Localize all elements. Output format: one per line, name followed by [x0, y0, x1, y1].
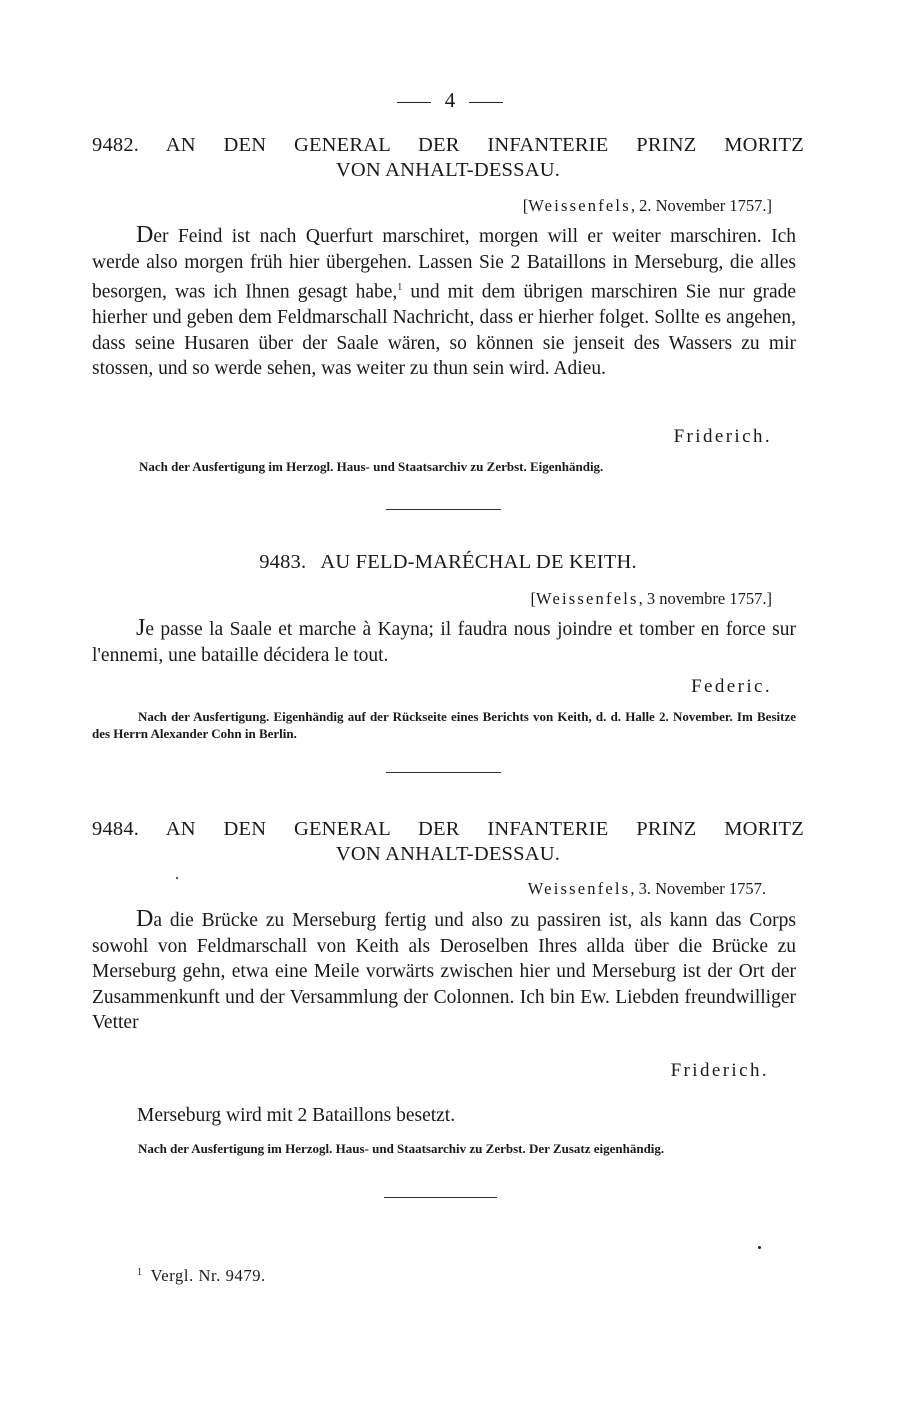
separator-rule — [384, 1197, 497, 1198]
print-speck — [176, 877, 178, 879]
letter-9482-addressee: AN DEN GENERAL DER INFANTERIE PRINZ MORITZ — [165, 134, 804, 156]
print-speck — [758, 1246, 761, 1249]
letter-9483-number: 9483. — [259, 551, 307, 573]
page-number-value: 4 — [444, 88, 456, 112]
footnote-reference: 1 — [397, 282, 403, 294]
letter-9483-body-text: e passe la Saale et marche à Kayna; il faudra nous joindre et tomber en force sur l'ennemi, une bataille décidera le tout. — [92, 619, 796, 666]
letter-9484-place: Weissenfels — [527, 879, 631, 898]
letter-9484-body — [92, 907, 796, 1036]
letter-9482-dateline — [523, 196, 772, 216]
letter-9482-number: 9482. — [92, 134, 140, 156]
letter-9484-number: 9484. — [92, 818, 140, 840]
letter-9484-addressee-line2: VON ANHALT-DESSAU. — [335, 843, 561, 865]
letter-9482-initial: D — [136, 222, 154, 248]
letter-9482-body — [92, 223, 796, 382]
page-number-dash-right — [469, 102, 503, 103]
letter-9484-addressee: AN DEN GENERAL DER INFANTERIE PRINZ MORITZ — [165, 818, 804, 840]
letter-9483-addressee: AU FELD-MARÉCHAL DE KEITH. — [320, 551, 637, 573]
letter-9483-dateline — [531, 589, 772, 609]
date-bracket-close: ] — [766, 196, 772, 215]
footnote-text: Vergl. Nr. 9479. — [150, 1266, 266, 1285]
letter-9483-heading — [92, 550, 804, 575]
letter-9482-body-text: er Feind ist nach Querfurt marschiret, morgen will er weiter marschiren. Ich werde also morgen früh hier übergehen. Lassen Sie 2 Bataillons in Merseburg, die alles besorgen, was ich Ihnen gesagt habe, — [92, 226, 796, 303]
date-bracket-open: [ — [522, 196, 529, 215]
letter-9483-source-note: Nach der Ausfertigung. Eigenhändig auf der Rückseite eines Berichts von Keith, d. d. Halle 2. November. Im Besitze des Herrn Alexander Cohn in Berlin. — [92, 709, 796, 741]
letter-9484-body-text: a die Brücke zu Merseburg fertig und also zu passiren ist, als kann das Corps sowohl von Feldmarschall von Keith als Deroselben Ihres allda über die Brücke zu Merseburg gehn, etwa eine Meile vorwärts zwischen hier und Merseburg ist der Ort der Zusammenkunft und der Versammlung der Colonnen. Ich bin Ew. Liebden freundwilliger Vetter — [92, 910, 796, 1034]
letter-9482-signature: Friderich. — [673, 426, 772, 447]
letter-9482-source-note: Nach der Ausfertigung im Herzogl. Haus- und Staatsarchiv zu Zerbst. Eigenhändig. — [139, 459, 604, 474]
letter-9484-heading-line1 — [92, 817, 804, 842]
letter-9483-initial: J — [136, 615, 146, 641]
letter-9484-heading — [92, 817, 804, 867]
letter-9482-body-text-cont: und mit dem übrigen marschiren Sie nur grade hierher und geben dem Feldmarschall Nachricht, dass er hierher folget. Sollte es angehen, dass seine Husaren über der Saale wären, so können sie jenseit des Wassers zu mir stossen, und so werde sehen, was weiter zu thun sein wird. Adieu. — [92, 281, 797, 380]
date-bracket-open: [ — [530, 589, 537, 608]
letter-9484-date: , 3. November 1757. — [630, 879, 766, 898]
letter-9483-date: , 3 novembre 1757. — [638, 589, 767, 608]
letter-9483-signature: Federic. — [691, 676, 772, 697]
footnote — [137, 1266, 266, 1286]
separator-rule — [386, 509, 501, 510]
footnote-marker: 1 — [137, 1266, 143, 1278]
letter-9483-body — [92, 616, 796, 668]
letter-9484-initial: D — [136, 906, 154, 932]
page-number — [0, 88, 900, 113]
separator-rule — [386, 772, 501, 773]
letter-9484-signature: Friderich. — [670, 1060, 769, 1081]
letter-9484-dateline — [528, 879, 766, 899]
letter-9482-place: Weissenfels — [528, 196, 631, 215]
letter-9482-date: , 2. November 1757. — [630, 196, 767, 215]
letter-9483-place: Weissenfels — [536, 589, 639, 608]
letter-9482-heading — [92, 133, 804, 183]
letter-9484-addendum: Merseburg wird mit 2 Bataillons besetzt. — [137, 1105, 456, 1126]
letter-9484-source-note: Nach der Ausfertigung im Herzogl. Haus- und Staatsarchiv zu Zerbst. Der Zusatz eigenhändig. — [138, 1141, 665, 1156]
letter-9482-heading-line1 — [92, 133, 804, 158]
letter-9482-addressee-line2: VON ANHALT-DESSAU. — [335, 159, 561, 181]
date-bracket-close: ] — [766, 589, 772, 608]
page-number-dash-left — [397, 102, 431, 103]
